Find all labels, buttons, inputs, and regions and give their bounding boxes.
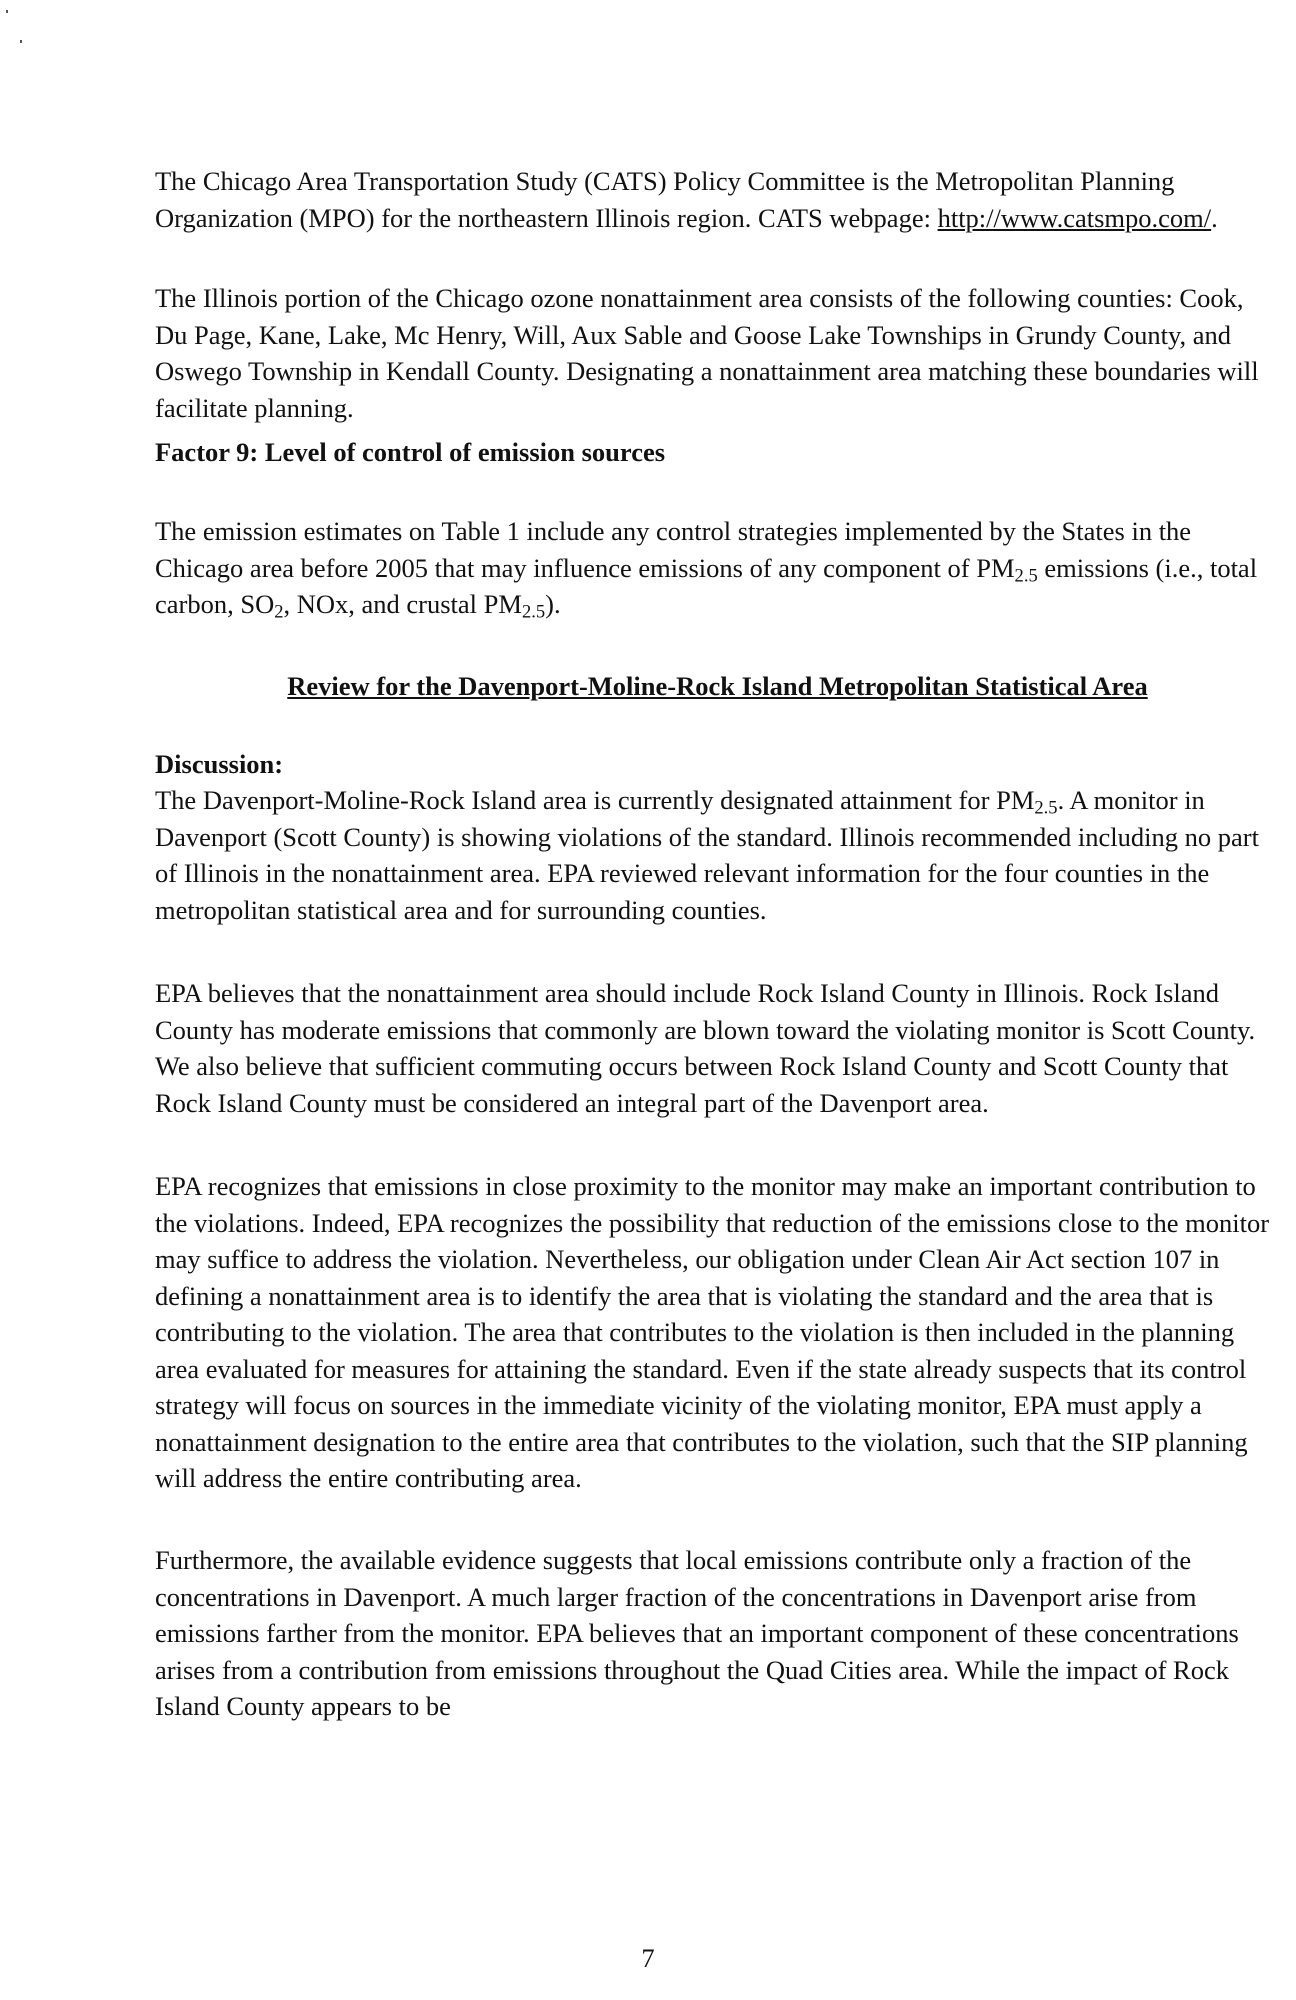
paragraph-proximity: EPA recognizes that emissions in close proximity to the monitor may make an important contribution to the violations. Indeed, EPA recognizes the possibility that reduction of the emissions close to the monitor may suffice to address the violation. Nevertheless, our obligation under Clean Air Act section 107 in defining a nonattainment area is to identify the area that is violating the standard and the area that is contributing to the violation. The area that contributes to the violation is then included in the planning area evaluated for measures for attaining the standard. Even if the state already suspects that its control strategy will focus on sources in the immediate vicinity of the violating monitor, EPA must apply a nonattainment designation to the entire area that contributes to the violation, such that the SIP planning will address the entire contributing area. — [155, 1171, 1270, 1493]
cats-webpage-link[interactable]: http://www.catsmpo.com/ — [937, 202, 1212, 233]
paragraph-text: The emission estimates on Table 1 include any control strategies implemented by the States in the Chicago area before 2005 that may influence emissions of any component of PM — [155, 516, 1192, 583]
paragraph-discussion — [155, 782, 1280, 928]
paragraph-text: , NOx, and crustal PM — [283, 589, 522, 619]
factor-9-heading: Factor 9: Level of control of emission sources — [155, 437, 666, 467]
paragraph-emission-estimates — [155, 513, 1280, 623]
paragraph-rock-island: EPA believes that the nonattainment area should include Rock Island County in Illinois. Rock Island County has moderate emissions that commonly are blown toward the violating monitor is Scott County. We also believe that sufficient commuting occurs between Rock Island County and Scott County that Rock Island County must be considered an integral part of the Davenport area. — [155, 978, 1256, 1118]
subscript: 2.5 — [1014, 565, 1038, 587]
review-heading: Review for the Davenport-Moline-Rock Island Metropolitan Statistical Area — [287, 671, 1148, 701]
paragraph-text: . — [1211, 202, 1218, 233]
paragraph-text: ). — [545, 589, 561, 619]
paragraph-text: The Chicago Area Transportation Study (CATS) Policy Committee is the Metropolitan Planning Organization (MPO) for the northeastern Illinois region. CATS webpage: — [155, 166, 1175, 233]
page-number: 7 — [641, 1943, 655, 1973]
paragraph-text: emissions (i.e., total carbon, SO — [155, 552, 1258, 619]
discussion-label: Discussion: — [155, 749, 284, 779]
paragraph-cats — [155, 163, 1280, 236]
paragraph-text: The Davenport-Moline-Rock Island area is currently designated attainment for PM — [155, 785, 1035, 815]
paragraph-ozone-area: The Illinois portion of the Chicago ozone nonattainment area consists of the following counties: Cook, Du Page, Kane, Lake, Mc Henry, Will, Aux Sable and Goose Lake Townships in Grundy County, and Oswego Township in Kendall County. Designating a nonattainment area matching these boundaries will facilitate planning. — [155, 283, 1259, 423]
paragraph-furthermore: Furthermore, the available evidence suggests that local emissions contribute only a fraction of the concentrations in Davenport. A much larger fraction of the concentrations in Davenport arise from emissions farther from the monitor. EPA believes that an important component of these concentrations arises from a contribution from emissions throughout the Quad Cities area. While the impact of Rock Island County appears to be — [155, 1545, 1239, 1721]
subscript: 2.5 — [1034, 797, 1058, 819]
paragraph-text: . A monitor in Davenport (Scott County) is showing violations of the standard. Illinois recommended including no part of Illinois in the nonattainment area. EPA reviewed relevant information for the four counties in the metropolitan statistical area and for surrounding counties. — [155, 785, 1259, 925]
scan-speck — [20, 40, 22, 43]
subscript: 2.5 — [521, 601, 546, 623]
scan-speck — [6, 10, 8, 13]
subscript: 2 — [274, 601, 284, 623]
